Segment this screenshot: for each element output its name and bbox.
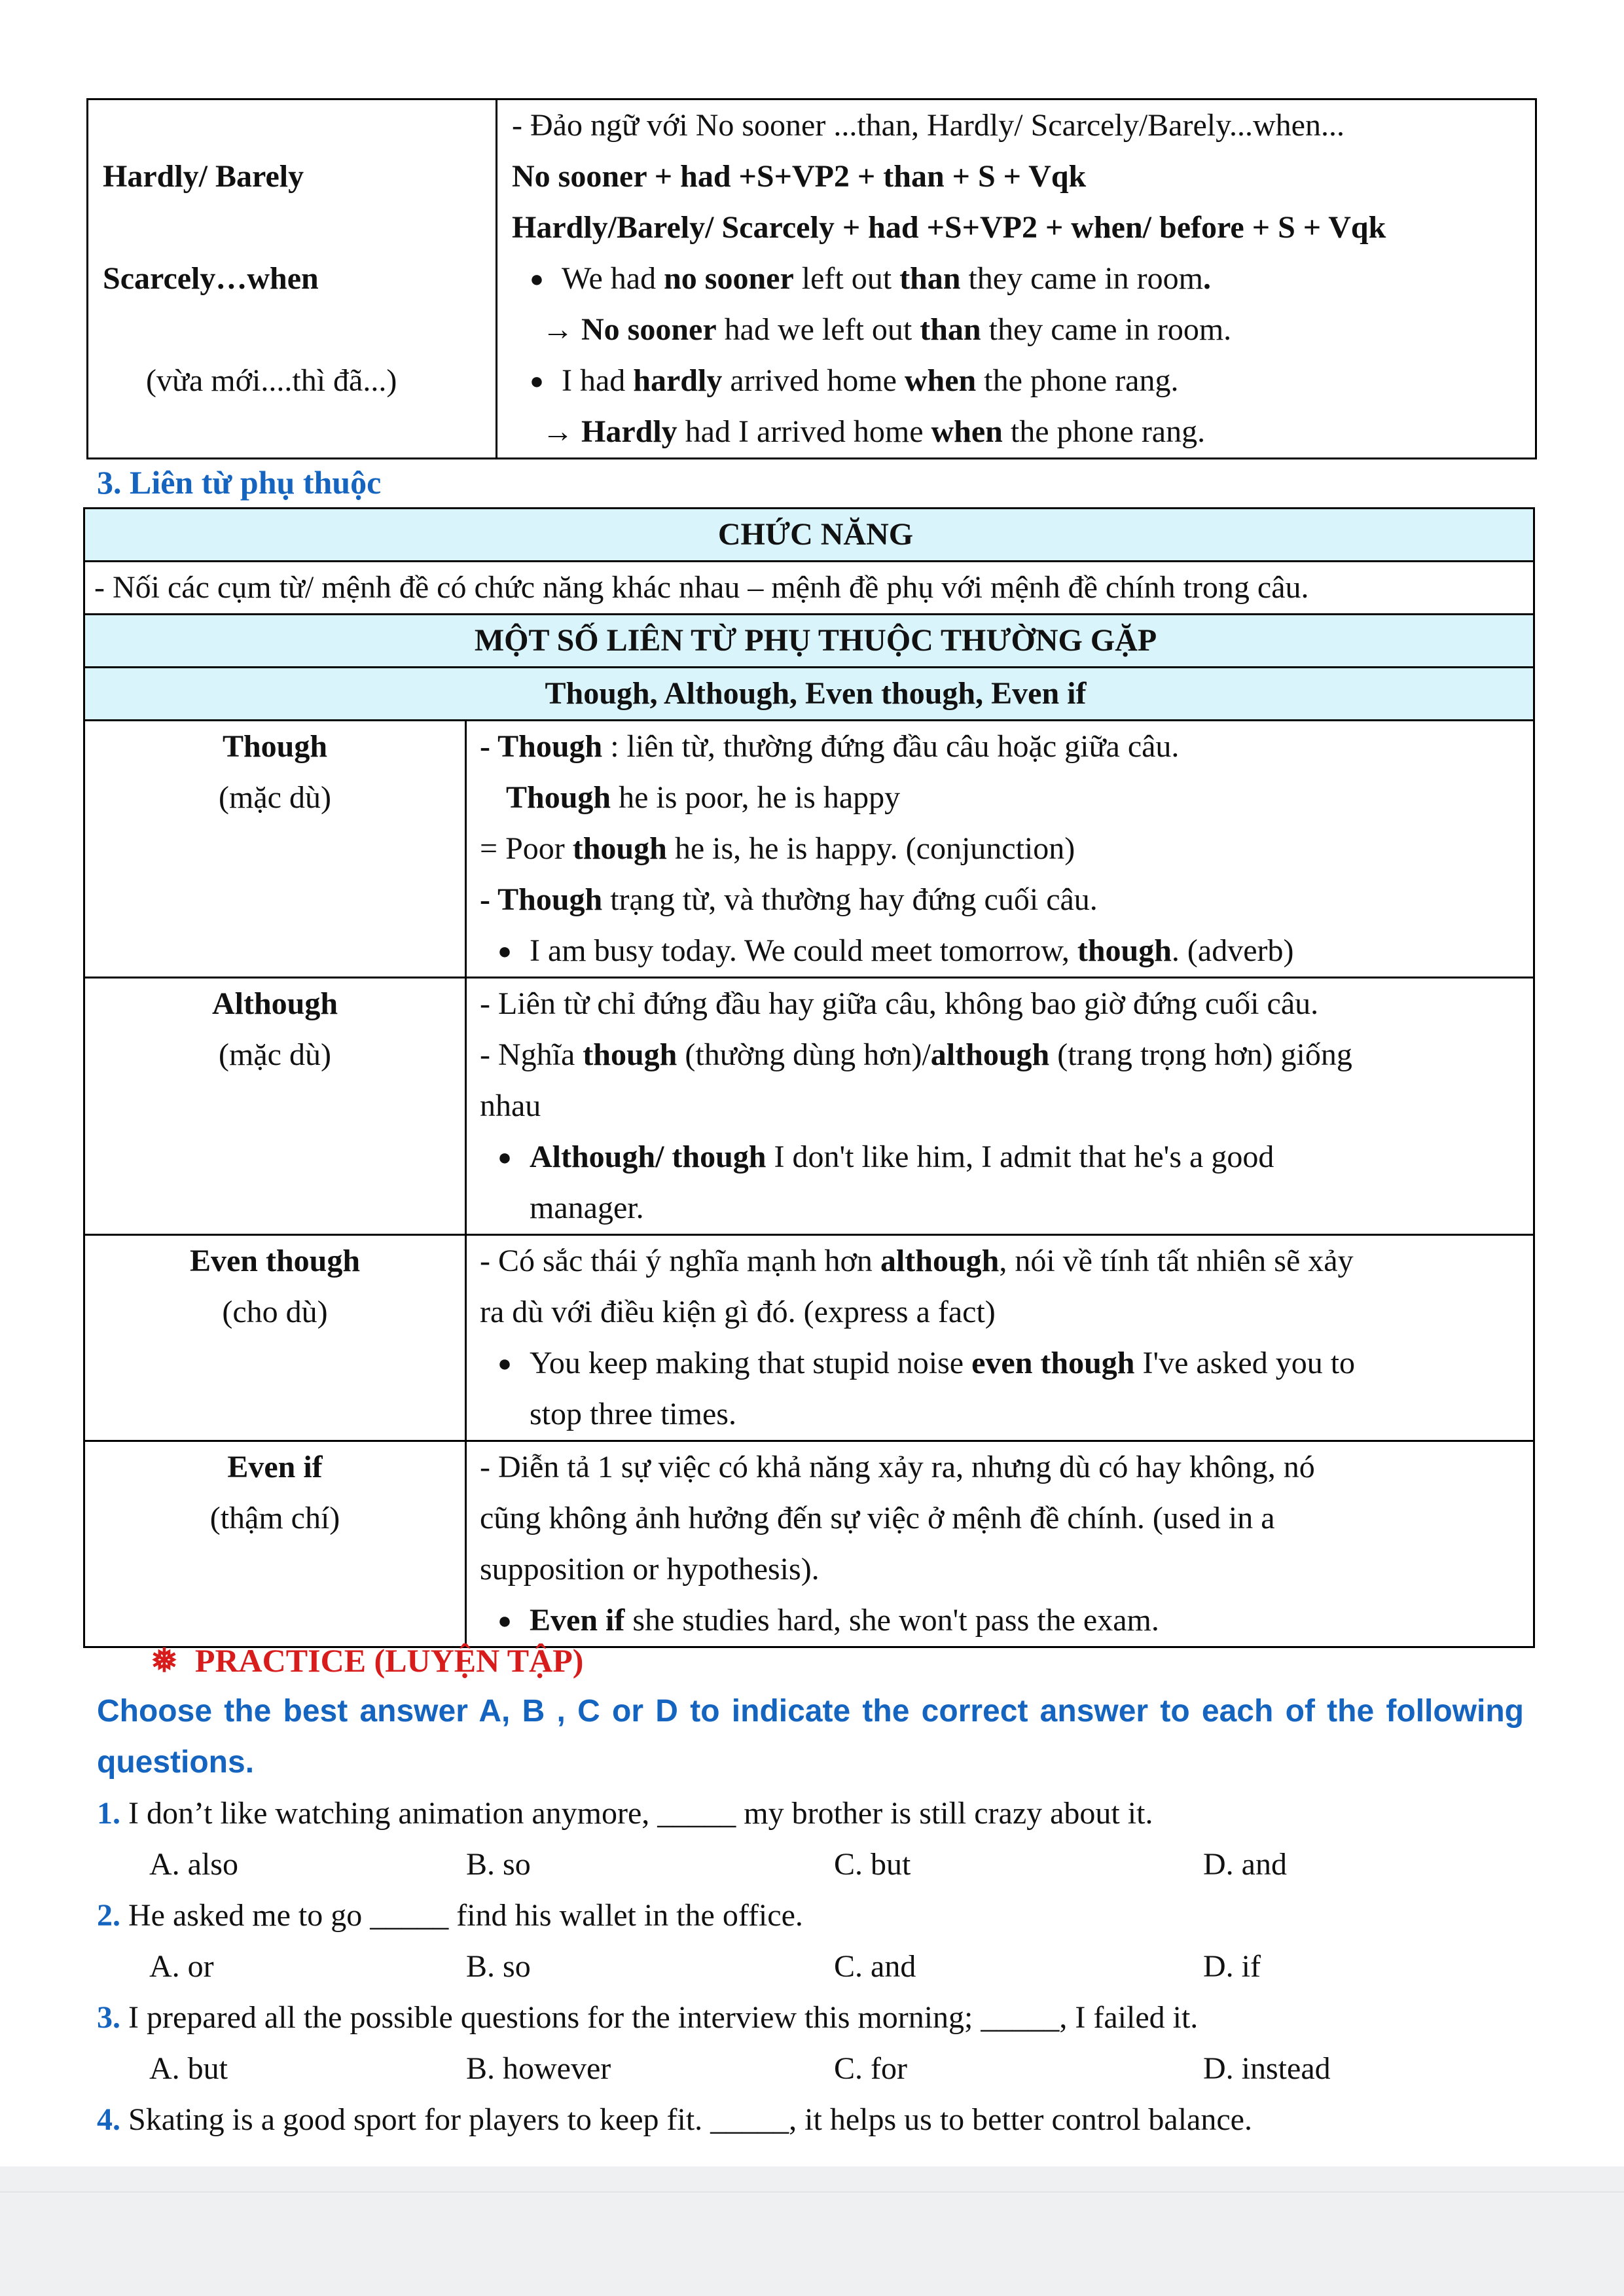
- bullet-icon: ●: [530, 266, 544, 292]
- page-footer-band: [0, 2166, 1624, 2296]
- row-even-if: [84, 1441, 1534, 1647]
- question-2-options: [149, 1941, 1524, 1992]
- term-even-if: Even if: [227, 1450, 323, 1484]
- bullet-icon: ●: [497, 1350, 512, 1376]
- practice-heading: ❅ PRACTICE (LUYỆN TẬP): [151, 1642, 584, 1679]
- question-1-options: [149, 1839, 1524, 1890]
- option-a[interactable]: A. but: [149, 2051, 228, 2086]
- term-scarcely-when: Scarcely…when: [103, 261, 319, 296]
- question-3-options: [149, 2043, 1524, 2094]
- bullet-icon: ●: [497, 938, 512, 964]
- function-description: - Nối các cụm từ/ mệnh đề có chức năng khác nhau – mệnh đề phụ với mệnh đề chính trong câu.: [84, 562, 1534, 615]
- inversion-intro: - Đảo ngữ với No sooner ...than, Hardly/ Scarcely/Barely...when...: [512, 108, 1344, 143]
- term-meaning: (cho dù): [222, 1295, 328, 1329]
- practice-instruction: Choose the best answer A, B , C or D to indicate the correct answer to each of the following questions.: [97, 1694, 1524, 1780]
- option-d[interactable]: D. instead: [1203, 2051, 1331, 2086]
- bullet-icon: ●: [497, 1144, 512, 1170]
- term-meaning: (mặc dù): [219, 780, 331, 815]
- row-although: [84, 978, 1534, 1235]
- bullet-icon: ●: [497, 1607, 512, 1634]
- term-although: Although: [211, 986, 338, 1021]
- explanation-cell: - Có sắc thái ý nghĩa mạnh hơn although, nói về tính tất nhiên sẽ xảy ra dù với điều kiện gì đó. (express a fact) ● You keep making that stupid noise even though I've asked you to stop three times.: [466, 1235, 1534, 1441]
- snowflake-icon: ❅: [151, 1642, 178, 1679]
- row-though: [84, 721, 1534, 978]
- term-cell: [84, 721, 466, 978]
- option-d[interactable]: D. and: [1203, 1847, 1287, 1882]
- bullet-icon: ●: [530, 368, 544, 394]
- explanation-cell: - Though : liên từ, thường đứng đầu câu hoặc giữa câu. Though he is poor, he is happy = Poor though he is, he is happy. (conjunction) - Though trạng từ, và thường hay đứng cuối câu. ● I am busy today. We could meet tomorrow, though. (adverb): [466, 721, 1534, 978]
- option-b[interactable]: B. so: [466, 1949, 531, 1984]
- inversion-explanation-cell: [497, 99, 1536, 459]
- term-even-though: Even though: [189, 1244, 361, 1278]
- example-1-rewrite: → No sooner had we left out than they came in room.: [542, 312, 1232, 347]
- option-a[interactable]: A. or: [149, 1949, 214, 1984]
- example-2-rewrite: → Hardly had I arrived home when the phone rang.: [542, 414, 1206, 449]
- header-function: CHỨC NĂNG: [84, 509, 1534, 562]
- option-c[interactable]: C. and: [834, 1949, 916, 1984]
- term-cell: [84, 1441, 466, 1647]
- explanation-cell: - Diễn tả 1 sự việc có khả năng xảy ra, nhưng dù có hay không, nó cũng không ảnh hưởng đến sự việc ở mệnh đề chính. (used in a supposition or hypothesis). ● Even if she studies hard, she won't pass the exam.: [466, 1441, 1534, 1647]
- arrow-icon: →: [542, 312, 581, 347]
- question-4: 4. Skating is a good sport for players to keep fit. _____, it helps us to better control balance.: [97, 2102, 1252, 2137]
- inversion-term-cell: [88, 99, 497, 459]
- section-heading: 3. Liên từ phụ thuộc: [97, 464, 382, 501]
- example-2: ● I had hardly arrived home when the phone rang.: [512, 355, 1535, 406]
- option-b[interactable]: B. so: [466, 1847, 531, 1882]
- formula-no-sooner: No sooner + had +S+VP2 + than + S + Vqk: [512, 159, 1087, 194]
- option-d[interactable]: D. if: [1203, 1949, 1261, 1984]
- subordinating-conjunctions-table: [83, 507, 1535, 1648]
- formula-hardly: Hardly/Barely/ Scarcely + had +S+VP2 + when/ before + S + Vqk: [512, 210, 1386, 245]
- term-meaning: (vừa mới....thì đã...): [146, 363, 397, 398]
- term-cell: [84, 978, 466, 1235]
- row-even-though: [84, 1235, 1534, 1441]
- header-conjunction-group: Though, Although, Even though, Even if: [84, 668, 1534, 721]
- term-meaning: (mặc dù): [219, 1037, 331, 1072]
- option-b[interactable]: B. however: [466, 2051, 611, 2086]
- term-meaning: (thậm chí): [209, 1501, 340, 1535]
- option-a[interactable]: A. also: [149, 1847, 238, 1882]
- question-1: 1. I don’t like watching animation anymore, _____ my brother is still crazy about it.: [97, 1796, 1153, 1831]
- example-1: ● We had no sooner left out than they came in room.: [512, 253, 1535, 304]
- inversion-table: [86, 98, 1537, 459]
- option-c[interactable]: C. for: [834, 2051, 907, 2086]
- divider: [0, 2191, 1624, 2193]
- explanation-cell: - Liên từ chỉ đứng đầu hay giữa câu, không bao giờ đứng cuối câu. - Nghĩa though (thường dùng hơn)/although (trang trọng hơn) giống nhau ● Although/ though I don't like him, I admit that he's a good manager.: [466, 978, 1534, 1235]
- question-3: 3. I prepared all the possible questions for the interview this morning; _____, I failed it.: [97, 2000, 1199, 2035]
- term-cell: [84, 1235, 466, 1441]
- question-2: 2. He asked me to go _____ find his wallet in the office.: [97, 1898, 803, 1933]
- header-common-conjunctions: MỘT SỐ LIÊN TỪ PHỤ THUỘC THƯỜNG GẶP: [84, 615, 1534, 668]
- option-c[interactable]: C. but: [834, 1847, 911, 1882]
- term-hardly-barely: Hardly/ Barely: [103, 159, 304, 194]
- arrow-icon: →: [542, 414, 581, 449]
- term-though: Though: [222, 729, 328, 764]
